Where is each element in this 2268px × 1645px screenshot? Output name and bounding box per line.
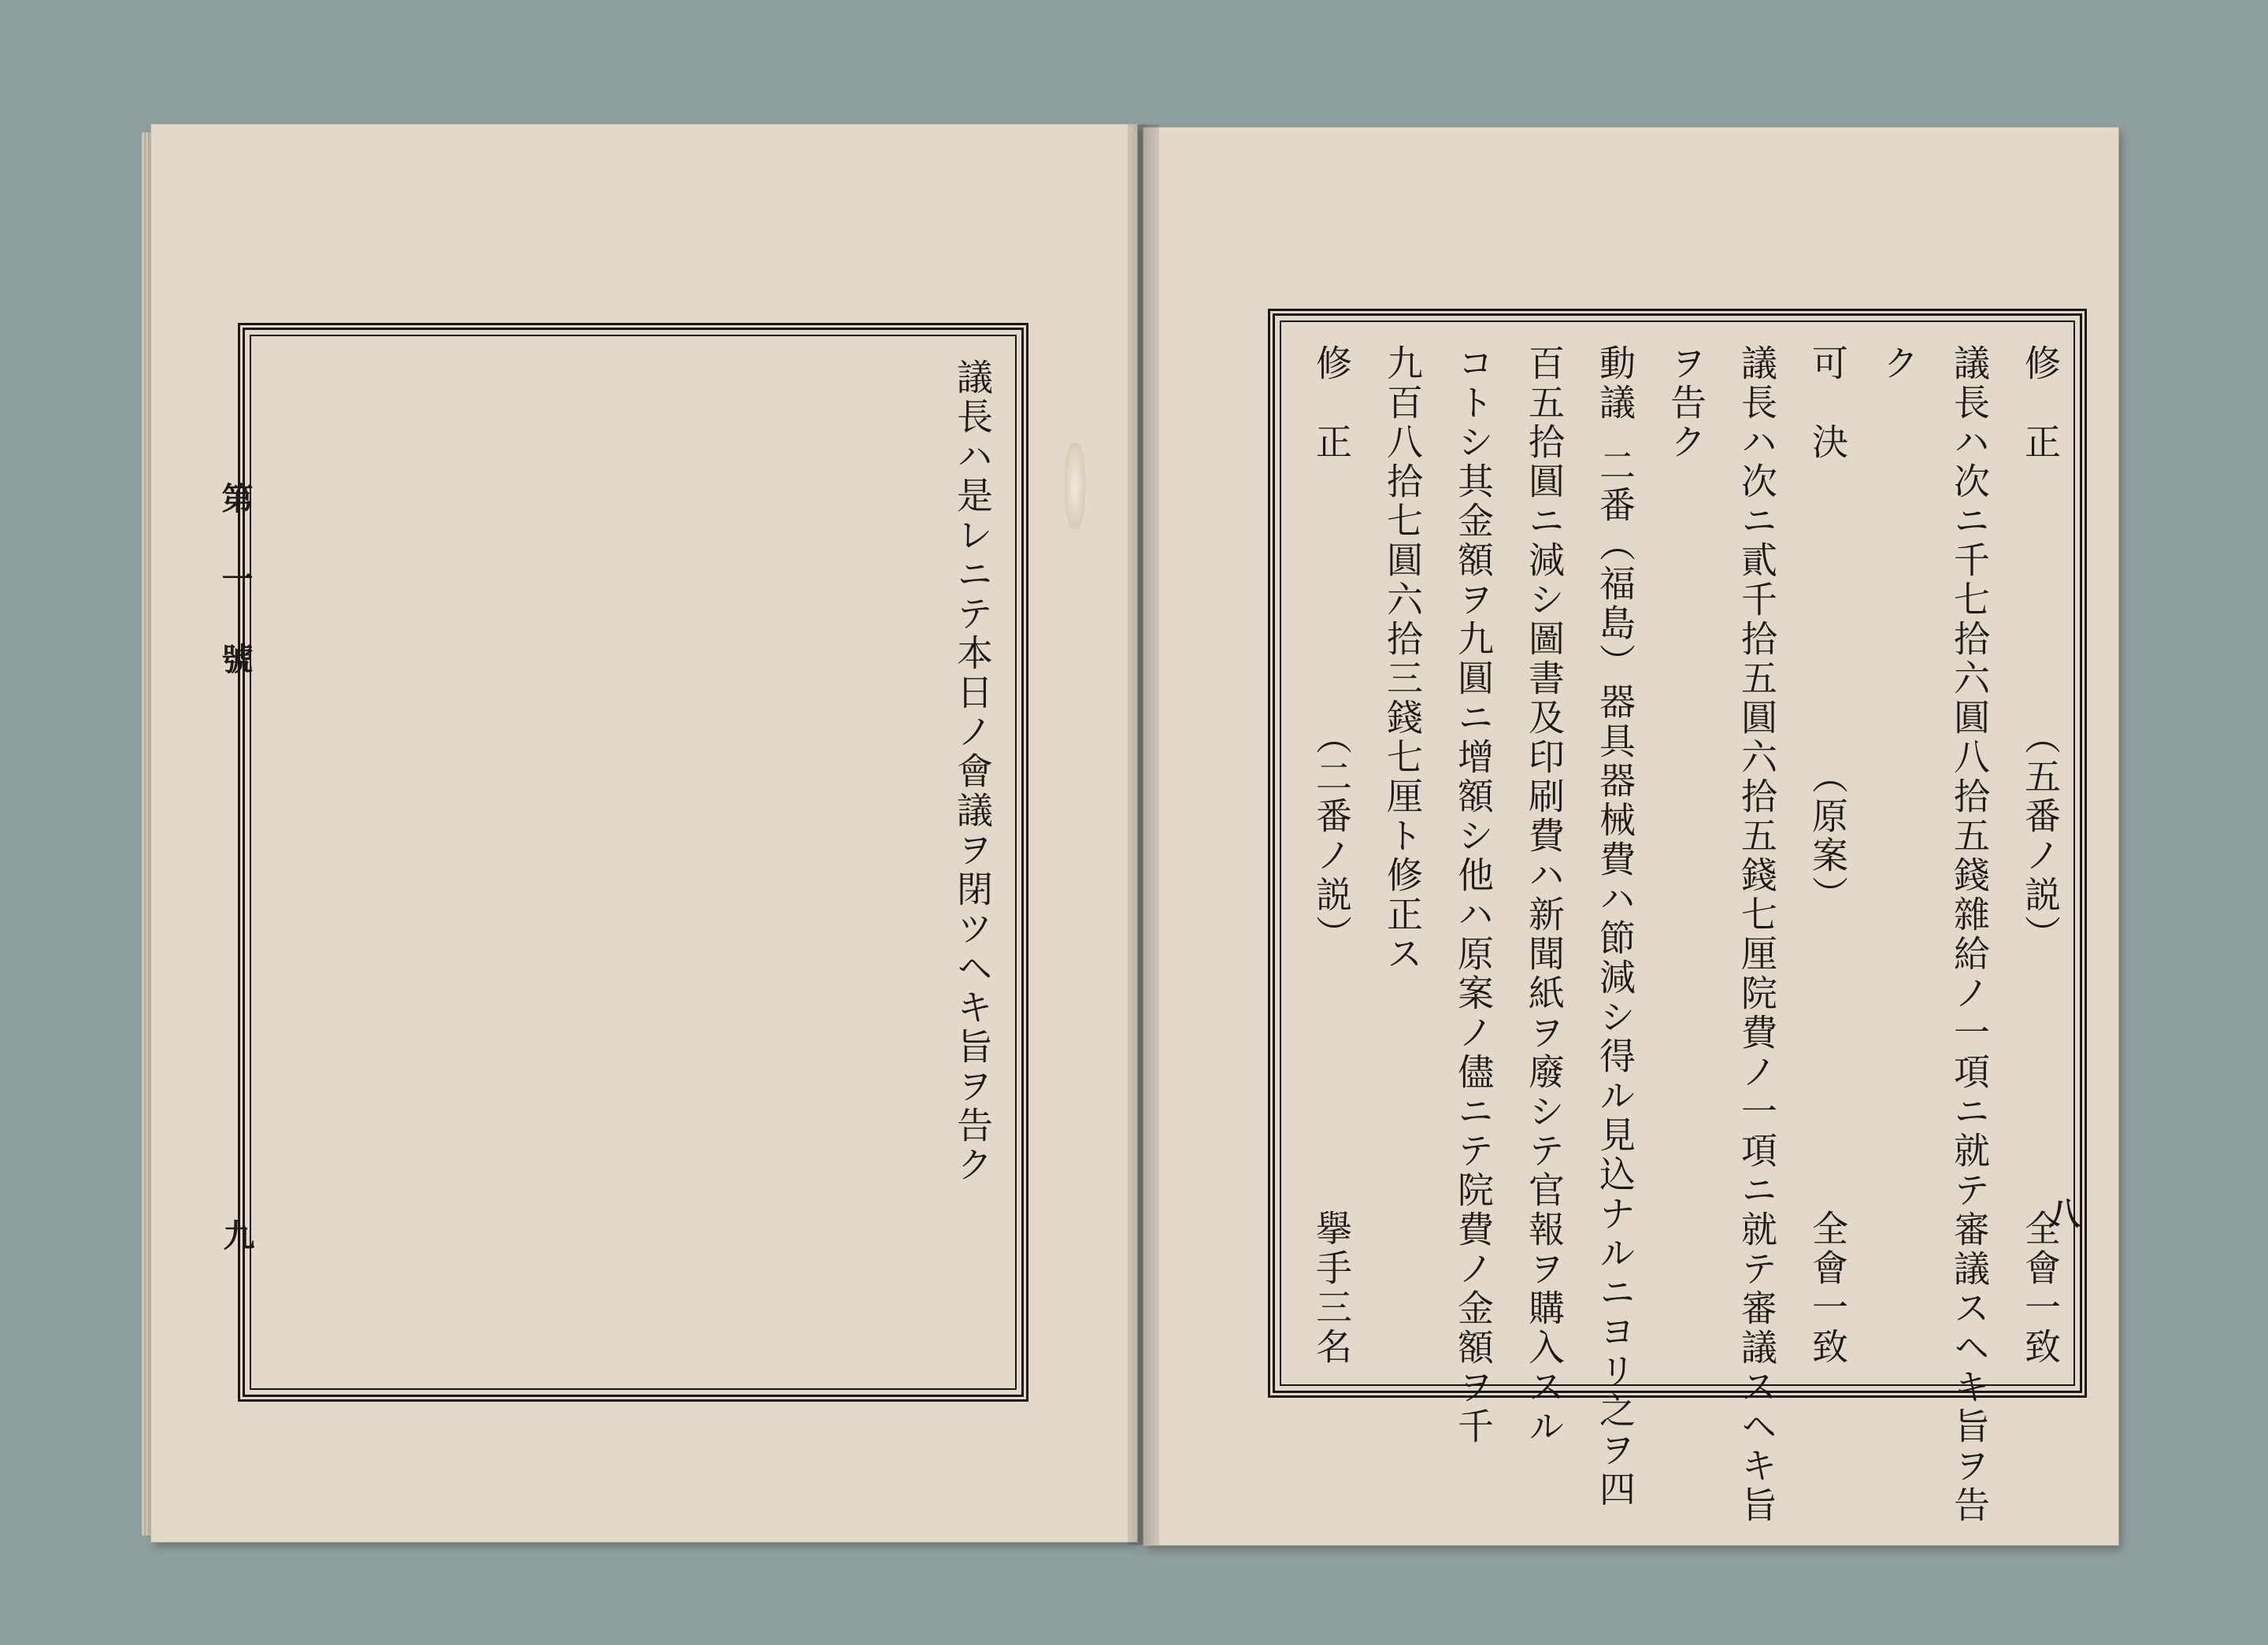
page-number-left: 九 <box>218 1219 255 1250</box>
body-text: 二番（福島）器具器械費ハ節減シ得ル見込ナルニヨリ之ヲ四 <box>1594 446 1636 1510</box>
right-column-10 <box>1374 344 1431 1367</box>
vote-result: 全會一致 <box>2019 1210 2062 1367</box>
vote-result: 全會一致 <box>1807 1210 1849 1367</box>
body-text: 九百八拾七圓六拾三錢七厘ト修正ス <box>1381 344 1424 974</box>
proposal-note: （二番ノ説） <box>1310 717 1353 954</box>
body-text: 議長ハ次ニ貳千拾五圓六拾五錢七厘院費ノ一項ニ就テ審議スヘキ旨 <box>1736 344 1778 1525</box>
right-column-5 <box>1729 344 1785 1525</box>
right-column-1 <box>2012 344 2069 1367</box>
paper-stain <box>1065 443 1085 529</box>
right-column-9 <box>1445 344 1502 1447</box>
right-column-2 <box>1941 344 1998 1525</box>
body-text: 百五拾圓ニ減シ圖書及印刷費ハ新聞紙ヲ廢シテ官報ヲ購入スル <box>1523 344 1566 1447</box>
book-gutter <box>1128 124 1159 1545</box>
proposal-note: （原案） <box>1807 757 1849 915</box>
left-column-text: 議長ハ是レニテ本日ノ會議ヲ閉ツヘキ旨ヲ告ク <box>951 358 994 1185</box>
right-text-frame <box>1268 309 2087 1525</box>
body-text: 議長ハ次ニ千七拾六圓八拾五錢雜給ノ一項ニ就テ審議スヘキ旨ヲ告 <box>1948 344 1991 1525</box>
verdict-label: 可 決 <box>1807 344 1849 462</box>
left-text-frame <box>238 323 1028 1402</box>
right-column-11 <box>1303 344 1360 1367</box>
motion-label: 動議 <box>1594 344 1636 423</box>
right-column-3 <box>1870 344 1927 1367</box>
right-column-7 <box>1587 344 1644 1510</box>
issue-label: 第一號 <box>217 482 254 723</box>
body-text: ヲ告ク <box>1665 344 1707 462</box>
right-column-8 <box>1516 344 1573 1447</box>
body-text: コトシ其金額ヲ九圓ニ增額シ他ハ原案ノ儘ニテ院費ノ金額ヲ千 <box>1452 344 1495 1447</box>
page-number-right: 八 <box>2044 1197 2081 1228</box>
proposal-note: （五番ノ説） <box>2019 717 2062 954</box>
verdict-label: 修 正 <box>1310 344 1353 462</box>
verdict-label: 修 正 <box>2019 344 2062 462</box>
vote-result: 擧手三名 <box>1310 1210 1353 1367</box>
right-column-4 <box>1799 344 1856 1367</box>
body-text: ク <box>1877 344 1920 383</box>
left-column-1 <box>944 358 1001 1371</box>
right-column-6 <box>1658 344 1714 1367</box>
